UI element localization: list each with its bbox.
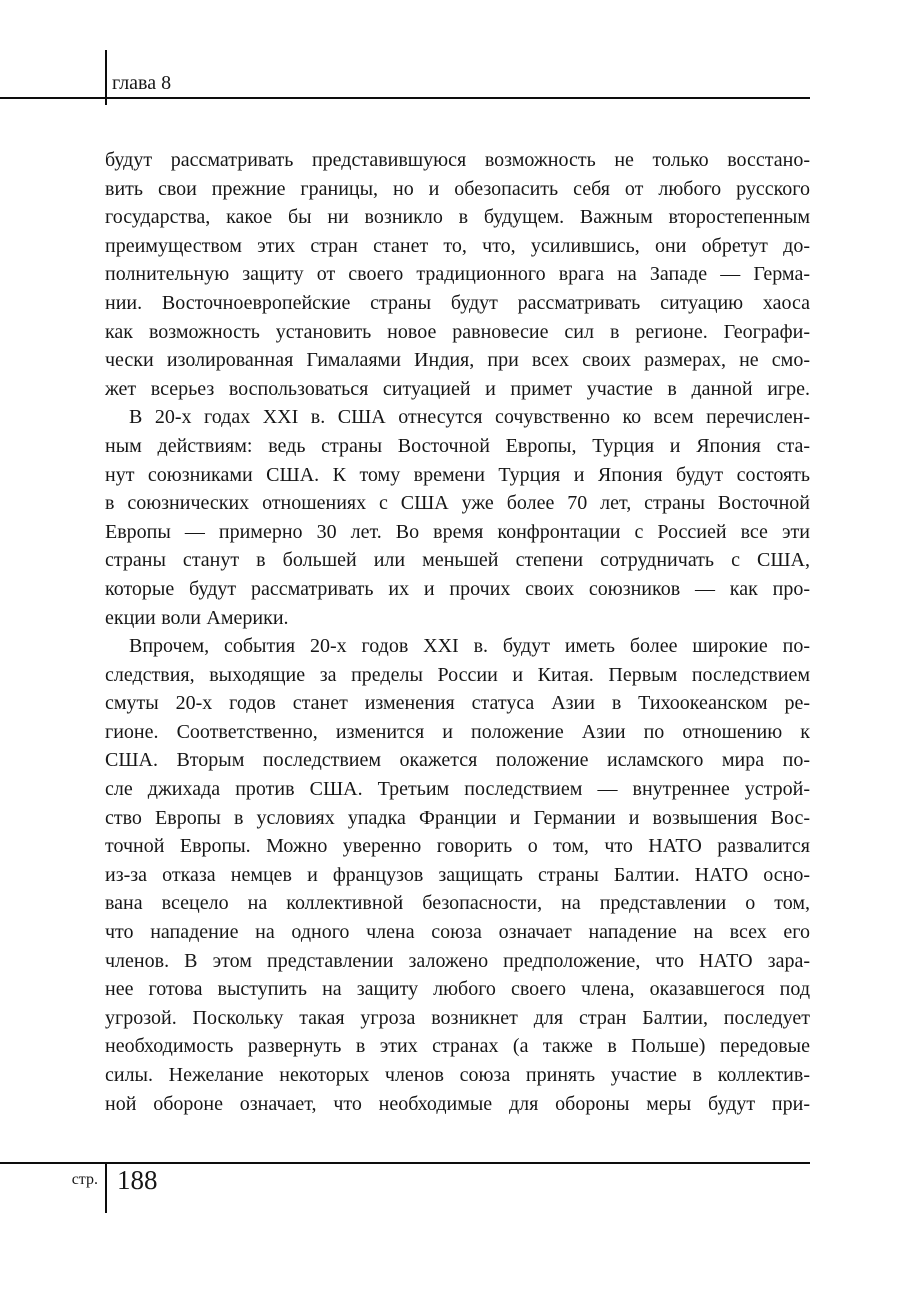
text-line: как возможность установить новое равновесие сил в регионе. Географи- bbox=[105, 320, 810, 343]
text-line: полнительную защиту от своего традиционного врага на Западе — Герма- bbox=[105, 263, 810, 286]
text-line: из-за отказа немцев и французов защищать страны Балтии. НАТО осно- bbox=[105, 863, 810, 886]
footer-horizontal-rule bbox=[0, 1162, 810, 1164]
paragraph bbox=[105, 632, 810, 1118]
text-line: жет всерьез воспользоваться ситуацией и примет участие в данной игре. bbox=[105, 377, 810, 400]
text-line: следствия, выходящие за пределы России и Китая. Первым последствием bbox=[105, 663, 810, 686]
text-line: необходимость развернуть в этих странах (а также в Польше) передовые bbox=[105, 1035, 810, 1058]
paragraph bbox=[105, 146, 810, 403]
text-line: государства, какое бы ни возникло в будущем. Важным второстепенным bbox=[105, 206, 810, 229]
text-line: вана всецело на коллективной безопасности, на представлении о том, bbox=[105, 892, 810, 915]
page-number: 188 bbox=[117, 1165, 158, 1195]
text-line: сле джихада против США. Третьим последствием — внутреннее устрой- bbox=[105, 778, 810, 801]
text-line: страны станут в большей или меньшей степени сотрудничать с США, bbox=[105, 549, 810, 572]
text-line: в союзнических отношениях с США уже более 70 лет, страны Восточной bbox=[105, 492, 810, 515]
text-line: ным действиям: ведь страны Восточной Европы, Турция и Япония ста- bbox=[105, 434, 810, 457]
footer-page-label: стр. bbox=[71, 1171, 98, 1188]
text-line: екции воли Америки. bbox=[105, 606, 289, 629]
paragraph bbox=[105, 403, 810, 632]
text-line: что нападение на одного члена союза означает нападение на всех его bbox=[105, 921, 810, 944]
text-line: преимуществом этих стран станет то, что, усилившись, они обретут до- bbox=[105, 234, 810, 257]
text-line: силы. Нежелание некоторых членов союза принять участие в коллектив- bbox=[105, 1064, 810, 1086]
text-line: смуты 20-х годов станет изменения статуса Азии в Тихоокеанском ре- bbox=[105, 692, 810, 715]
text-line: будут рассматривать представившуюся возможность не только восстано- bbox=[105, 149, 810, 171]
text-line: Европы — примерно 30 лет. Во время конфронтации с Россией все эти bbox=[105, 520, 810, 543]
text-line: ство Европы в условиях упадка Франции и Германии и возвышения Вос- bbox=[105, 806, 810, 829]
text-line: членов. В этом представлении заложено предположение, что НАТО зара- bbox=[105, 949, 810, 972]
text-line: нии. Восточноевропейские страны будут рассматривать ситуацию хаоса bbox=[105, 291, 810, 314]
header-horizontal-rule bbox=[0, 97, 810, 99]
footer-vertical-rule bbox=[105, 1163, 107, 1213]
text-line: которые будут рассматривать их и прочих своих союзников — как про- bbox=[105, 577, 810, 600]
text-line: чески изолированная Гималаями Индия, при всех своих размерах, не смо- bbox=[105, 349, 810, 372]
text-line: нее готова выступить на защиту любого своего члена, оказавшегося под bbox=[105, 978, 810, 1001]
text-line: В 20-х годах XXI в. США отнесутся сочувственно ко всем перечислен- bbox=[129, 406, 810, 429]
page-body bbox=[105, 146, 810, 1118]
text-line: угрозой. Поскольку такая угроза возникнет для стран Балтии, последует bbox=[105, 1006, 810, 1029]
text-line: вить свои прежние границы, но и обезопасить себя от любого русского bbox=[105, 177, 810, 200]
text-line: гионе. Соответственно, изменится и положение Азии по отношению к bbox=[105, 720, 810, 743]
text-line: Впрочем, события 20-х годов XXI в. будут иметь более широкие по- bbox=[129, 635, 810, 658]
text-line: нут союзниками США. К тому времени Турция и Япония будут состоять bbox=[105, 463, 810, 486]
text-line: точной Европы. Можно уверенно говорить о том, что НАТО развалится bbox=[105, 835, 810, 858]
text-line: США. Вторым последствием окажется положение исламского мира по- bbox=[105, 749, 810, 772]
text-line: ной обороне означает, что необходимые для обороны меры будут при- bbox=[105, 1092, 810, 1115]
chapter-label: глава 8 bbox=[112, 72, 172, 94]
